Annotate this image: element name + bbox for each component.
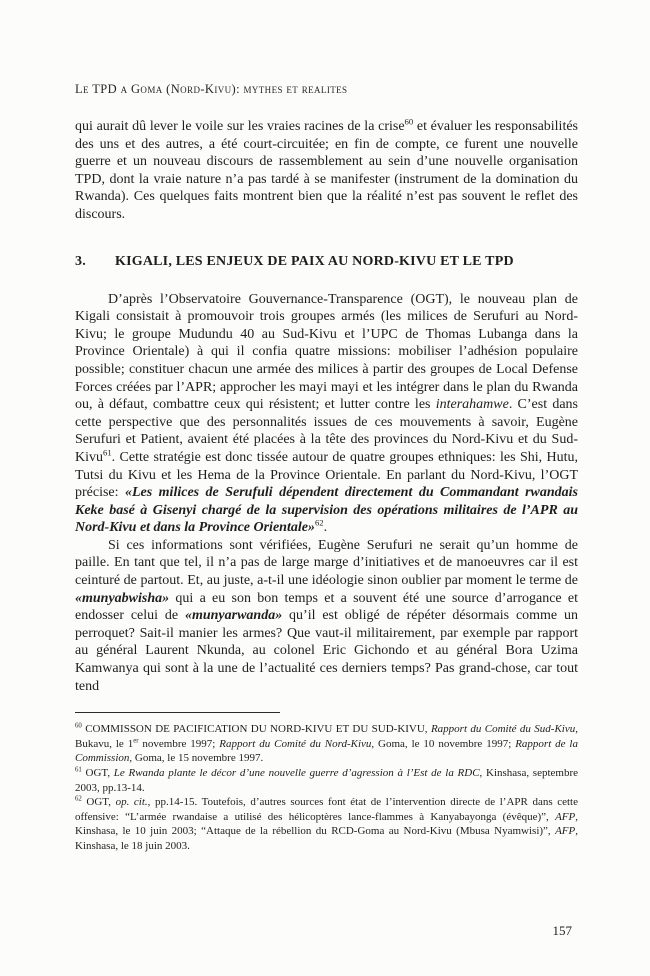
- text-run: et évaluer les responsabilités des uns et des autres, a été court-circuitée; en fin de compte, ce furent une nouvelle guerre et un nouveau discours de rassemblement au sein d’une nouvelle organisation TPD, dont la vraie nature n’a pas tardé à se manifester (instrument de la domination du Rwanda). Ces quelques faits montrent bien que la réalité n’est pas souvent le reflet des discours.: [75, 119, 578, 222]
- text-run: Le Rwanda plante le décor d’une nouvelle guerre d’agression à l’Est de la RDC: [113, 767, 480, 779]
- body-paragraph-3: [75, 537, 578, 695]
- footnote-separator: [75, 712, 280, 713]
- text-run: Rapport du Comité du Nord-Kivu: [219, 737, 372, 750]
- text-run: er: [133, 737, 139, 745]
- section-title: KIGALI, LES ENJEUX DE PAIX AU NORD-KIVU ET LE TPD: [115, 253, 514, 269]
- footnote-61: [75, 766, 578, 795]
- body-text: [75, 118, 578, 695]
- text-run: AFP: [555, 810, 576, 823]
- text-run: .: [323, 520, 328, 536]
- text-run: 61: [103, 447, 112, 458]
- text-run: interahamwe: [435, 397, 509, 413]
- text-run: , pp.14-15. Toutefois, d’autres sources font état de l’intervention directe de l’APR dans cette offensive: “L’armée rwandaise a utilisé des hélicoptères lance-flammes à Kanyabayonga (évêque)”,: [75, 796, 578, 823]
- section-number: 3.: [75, 253, 86, 269]
- text-run: Rapport de la Commission: [75, 737, 578, 765]
- text-run: qui aurait dû lever le voile sur les vraies racines de la crise: [75, 119, 405, 134]
- body-paragraph-2: [75, 291, 578, 537]
- text-run: OGT,: [81, 796, 116, 809]
- text-run: OGT,: [81, 767, 114, 779]
- text-run: AFP: [555, 825, 576, 838]
- footnote-60: [75, 722, 578, 766]
- footnotes-block: [75, 722, 578, 853]
- text-run: , Goma, le 15 novembre 1997.: [129, 752, 264, 765]
- text-run: Si ces informations sont vérifiées, Eugène Serufuri ne serait qu’un homme de paille. En tant que tel, il n’a pas de large marge d’initiatives et de manoeuvres car il est ceinturé de partout. Et, au juste, a-t-il une idéologie sinon oublier par moment le terme de: [75, 537, 578, 589]
- text-run: op. cit.: [115, 796, 148, 809]
- text-run: «Les milices de Serufuli dépendent directement du Commandant rwandais Keke basé à Gisenyi chargé de la supervision des opérations militaires de l’APR au Nord-Kivu et dans la Province Orientale»: [75, 485, 579, 536]
- footnote-62: [75, 795, 578, 853]
- body-paragraph-1: [75, 118, 578, 224]
- text-run: 62: [314, 517, 324, 528]
- text-run: novembre 1997;: [138, 737, 220, 750]
- text-run: , Goma, le 10 novembre 1997;: [371, 737, 516, 750]
- text-run: «munyarwanda»: [184, 608, 283, 624]
- text-run: 60: [404, 116, 414, 127]
- text-run: qui a eu son bon temps et a souvent été une source d’arrogance et endosser celui de: [75, 590, 578, 624]
- text-run: . Cette stratégie est donc tissée autour de quatre groupes ethniques: les Shi, Hutu, Tutsi du Kivu et les Hema de la Province Orientale. En parlant du Nord-Kivu, l’OGT précise:: [75, 449, 578, 501]
- text-run: qu’il est obligé de répéter désormais comme un perroquet? Sait-il manier les armes? Que vaut-il militairement, par exemple par rapport au général Laurent Nkunda, au colonel Eric Gichondo et au général Bora Uzima Kamwanya qui sont à la une de l’actualité ces derniers temps? Pas grand-chose, car tout tend: [75, 608, 578, 694]
- text-run: . C’est dans cette perspective que des personnalités issues de ces mouvements à savoir, Eugène Serufuri et Patient, avaient été placées à la tête des provinces du Nord-Kivu et du Sud-Kivu: [75, 397, 578, 465]
- text-run: , Kinshasa, le 18 juin 2003.: [75, 825, 578, 852]
- text-run: Rapport du Comité du Sud-Kivu: [430, 723, 576, 736]
- text-run: 62: [75, 795, 82, 803]
- text-run: «munyabwisha»: [75, 590, 170, 606]
- text-run: , Kinshasa, le 10 juin 2003; “Attaque de la rébellion du RCD-Goma au Nord-Kivu (Mbusa Nyamwisi)”,: [75, 810, 578, 838]
- text-run: , Kinshasa, septembre 2003, pp.13-14.: [75, 767, 578, 794]
- running-header: Le TPD a Goma (Nord-Kivu): mythes et realites: [75, 82, 348, 96]
- page-number: 157: [552, 923, 572, 938]
- text-run: , Bukavu, le 1: [75, 723, 578, 750]
- text-run: 61: [75, 766, 82, 774]
- section-heading: [75, 254, 578, 270]
- text-run: 60: [75, 722, 82, 730]
- text-run: D’après l’Observatoire Gouvernance-Transparence (OGT), le nouveau plan de Kigali consistait à promouvoir trois groupes armés (les milices de Serufuri au Nord-Kivu; le groupe Mudundu 40 au Sud-Kivu et l’UPC de Thomas Lubanga dans la Province Orientale) à qui il confia quatre missions: mobiliser l’adhésion populaire possible; constituer chacun une armée des milices à partir des groupes de Local Defense Forces créées par l’APR; approcher les mayi mayi et les intégrer dans le plan du Rwanda ou, à défaut, combattre ceux qui résistent; et lutter contre les: [75, 291, 578, 413]
- text-run: COMMISSON DE PACIFICATION DU NORD-KIVU ET DU SUD-KIVU,: [81, 723, 431, 736]
